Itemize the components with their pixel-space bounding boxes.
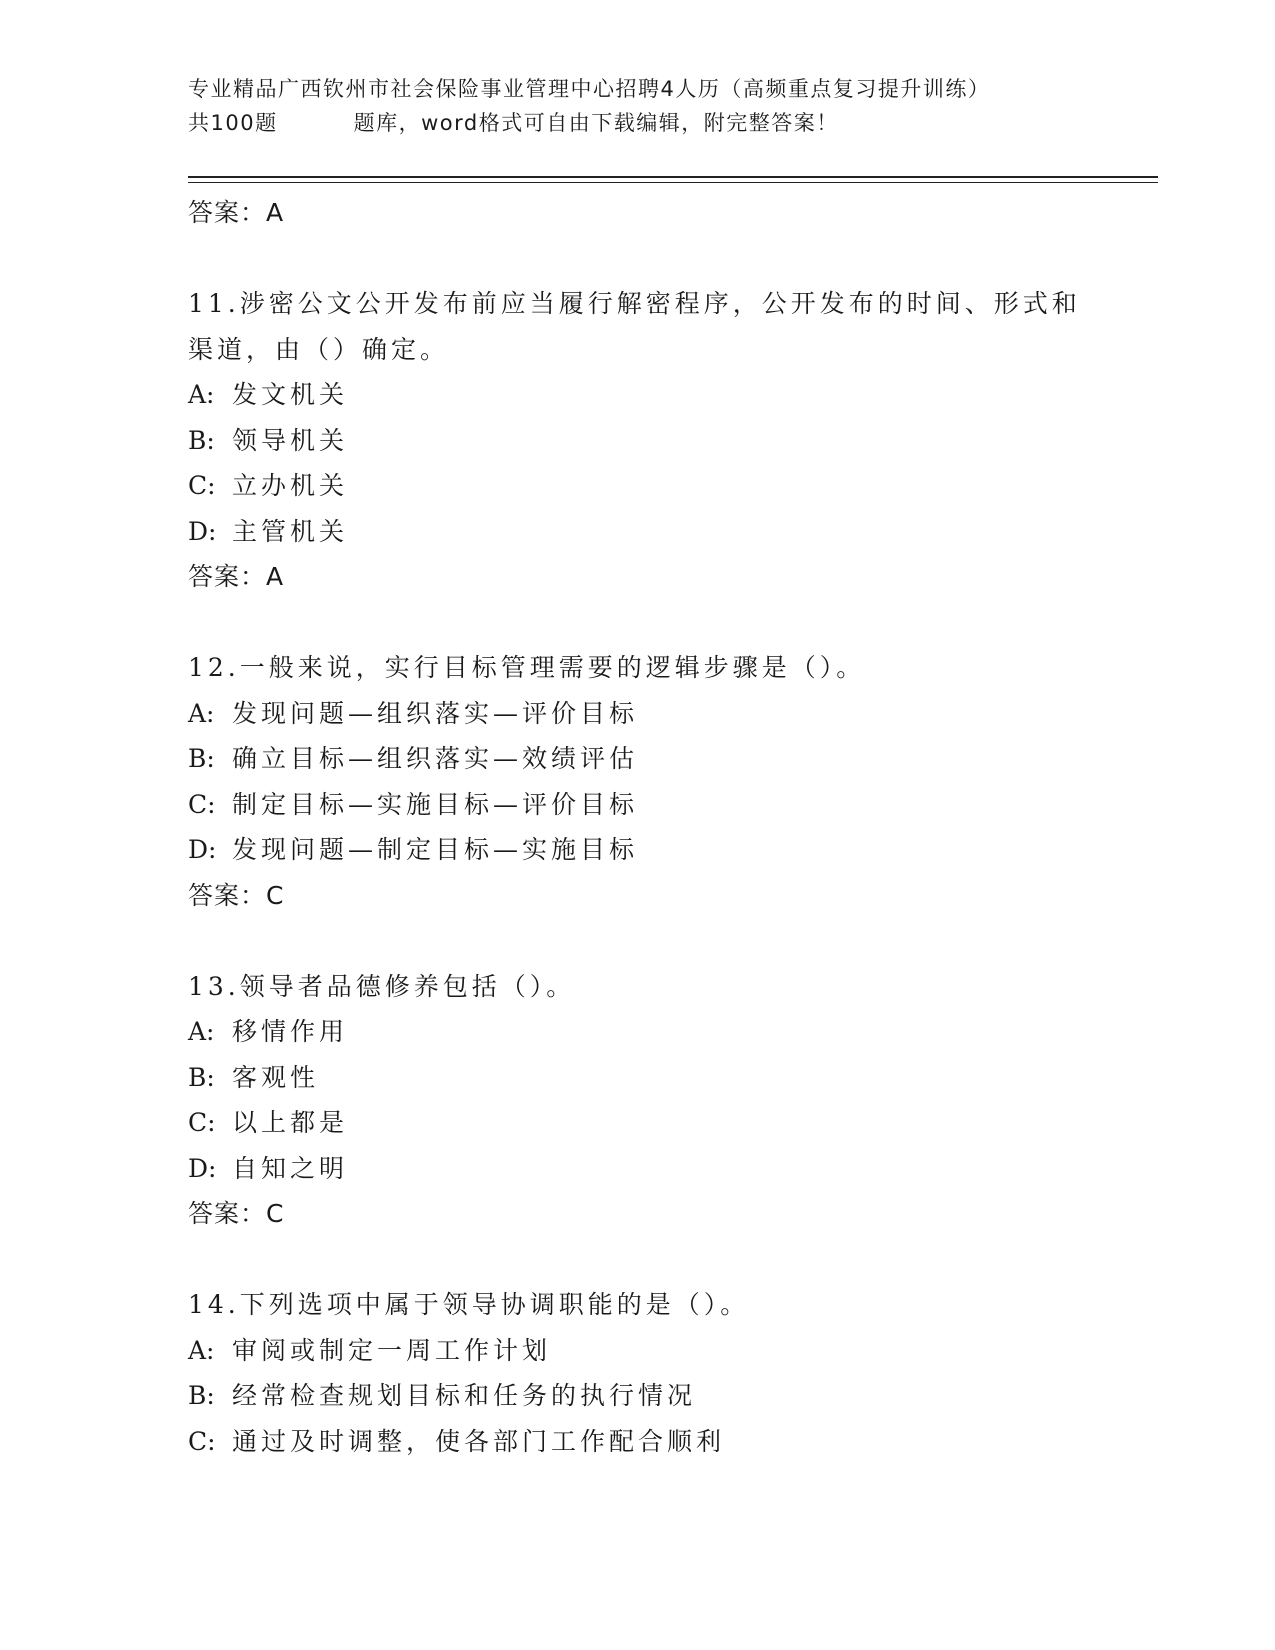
question-13 xyxy=(188,964,1108,1238)
option-label: C: xyxy=(188,1108,216,1137)
option-label: D: xyxy=(188,835,217,864)
option-a xyxy=(188,372,1108,418)
question-11 xyxy=(188,281,1108,600)
option-text: 发文机关 xyxy=(232,380,349,409)
option-label: D: xyxy=(188,1153,217,1183)
option-label: B: xyxy=(188,425,215,455)
question-count: 共100题 xyxy=(188,111,278,135)
option-text: 以上都是 xyxy=(232,1108,349,1137)
question-text-continued: 渠道，由（）确定。 xyxy=(188,334,450,364)
option-text: 主管机关 xyxy=(232,516,349,546)
option-c xyxy=(188,1419,1108,1465)
option-text: 自知之明 xyxy=(232,1153,349,1183)
answer-line: 答案：A xyxy=(188,198,285,227)
option-label: A: xyxy=(188,1017,215,1046)
question-list xyxy=(188,190,1108,1464)
option-b xyxy=(188,418,1108,464)
option-text: 客观性 xyxy=(232,1062,320,1092)
option-b xyxy=(188,1055,1108,1101)
question-text: 11.涉密公文公开发布前应当履行解密程序，公开发布的时间、形式和 xyxy=(188,289,1081,318)
option-text: 移情作用 xyxy=(232,1017,349,1046)
option-d xyxy=(188,827,1108,873)
option-label: A: xyxy=(188,380,215,409)
answer-line: 答案：C xyxy=(188,1199,285,1228)
option-label: C: xyxy=(188,789,216,819)
option-text: 发现问题—制定目标—实施目标 xyxy=(232,835,639,864)
option-text: 领导机关 xyxy=(232,425,349,455)
option-label: A: xyxy=(188,1335,215,1365)
option-label: D: xyxy=(188,516,217,546)
question-12 xyxy=(188,645,1108,919)
option-c xyxy=(188,1100,1108,1146)
header-title-line: 专业精品广西钦州市社会保险事业管理中心招聘4人历（高频重点复习提升训练） xyxy=(188,77,991,101)
option-label: C: xyxy=(188,471,216,500)
option-d xyxy=(188,1146,1108,1192)
option-c xyxy=(188,782,1108,828)
document-header xyxy=(188,72,1088,140)
option-text: 制定目标—实施目标—评价目标 xyxy=(232,789,639,819)
option-text: 立办机关 xyxy=(232,471,349,500)
option-b xyxy=(188,1373,1108,1419)
question-text: 13.领导者品德修养包括（）。 xyxy=(188,971,576,1001)
option-text: 发现问题—组织落实—评价目标 xyxy=(232,698,639,728)
answer-line: 答案：C xyxy=(188,880,285,910)
option-label: B: xyxy=(188,744,215,773)
question-14 xyxy=(188,1282,1108,1464)
option-label: A: xyxy=(188,698,215,728)
option-c xyxy=(188,463,1108,509)
option-text: 确立目标—组织落实—效绩评估 xyxy=(232,744,639,773)
question-text: 14.下列选项中属于领导协调职能的是（）。 xyxy=(188,1290,750,1319)
option-text: 通过及时调整，使各部门工作配合顺利 xyxy=(232,1426,726,1456)
answer-line: 答案：A xyxy=(188,562,285,591)
header-divider-thin xyxy=(188,182,1158,183)
option-text: 经常检查规划目标和任务的执行情况 xyxy=(232,1381,697,1410)
option-a xyxy=(188,1328,1108,1374)
header-note: 题库，word格式可自由下载编辑，附完整答案！ xyxy=(353,111,839,135)
option-a xyxy=(188,691,1108,737)
header-subtitle-line xyxy=(188,106,1088,140)
option-label: B: xyxy=(188,1381,215,1410)
option-text: 审阅或制定一周工作计划 xyxy=(232,1335,552,1365)
option-d xyxy=(188,509,1108,555)
option-b xyxy=(188,736,1108,782)
option-label: C: xyxy=(188,1426,216,1456)
option-label: B: xyxy=(188,1062,215,1092)
header-divider-thick xyxy=(188,176,1158,178)
question-text: 12.一般来说，实行目标管理需要的逻辑步骤是（）。 xyxy=(188,653,866,682)
option-a xyxy=(188,1009,1108,1055)
